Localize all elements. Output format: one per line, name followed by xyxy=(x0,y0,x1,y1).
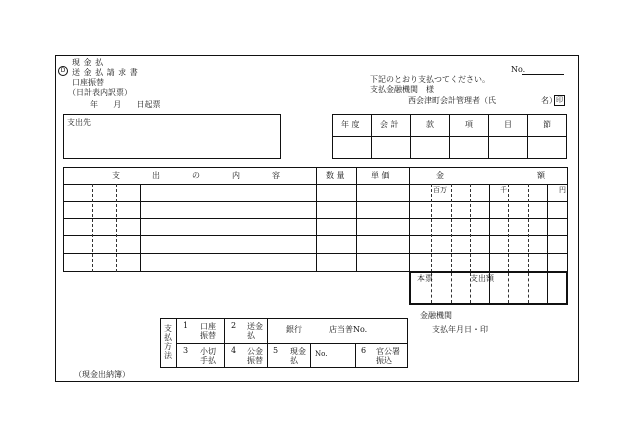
pm-opt6-text: 官公署振込 xyxy=(376,347,400,365)
amount-header-left: 金 xyxy=(436,171,444,180)
pm-bank-label: 銀行 xyxy=(286,325,302,334)
budget-header-year: 年 度 xyxy=(341,120,360,129)
pm-no-label: No. xyxy=(315,350,328,358)
form-mark xyxy=(58,66,68,76)
notice-line-1: 下記のとおり支払つてください。 xyxy=(370,75,490,84)
pm-opt1-num: 1 xyxy=(183,321,189,330)
pm-opt3-label xyxy=(200,347,218,365)
total-label-left: 本票 xyxy=(417,274,433,283)
content-col-divider xyxy=(140,184,141,272)
pm-branch-label: 店当普No. xyxy=(329,325,368,334)
bank-institution-label: 金融機関 xyxy=(420,311,452,320)
notice-line-2: 支払金融機関 様 xyxy=(370,85,434,94)
pm-opt1-label xyxy=(200,322,218,340)
amount-digit-divider-1 xyxy=(431,184,432,272)
budget-header-kan: 款 xyxy=(426,120,434,129)
content-header: 支 出 の 内 容 xyxy=(112,171,280,180)
budget-col-divider-5 xyxy=(527,114,528,159)
qty-header: 数 量 xyxy=(326,171,345,180)
pm-opt2-num: 2 xyxy=(231,321,237,330)
title-line-3: 口座振替 xyxy=(72,78,104,87)
content-sub-divider-1 xyxy=(92,184,93,272)
title-line-1: 現 金 払 xyxy=(72,58,104,67)
pm-opt4-num: 4 xyxy=(231,346,237,355)
budget-header-setsu: 節 xyxy=(543,120,551,129)
title-line-4: （日計表内訳票） xyxy=(68,88,132,97)
total-digit-divider-5 xyxy=(508,273,509,303)
pm-opt4-text: 公金振替 xyxy=(247,347,263,365)
budget-header-moku: 目 xyxy=(504,120,512,129)
pm-title xyxy=(164,324,172,360)
title-line-2: 送 金 払 請 求 書 xyxy=(72,68,139,77)
pm-col-divider-4 xyxy=(355,343,356,368)
pm-opt2-label xyxy=(247,322,265,340)
total-label-right: 支出額 xyxy=(470,274,494,283)
pm-opt5-label xyxy=(290,347,308,365)
amount-col-divider xyxy=(409,167,410,272)
pm-row-divider xyxy=(176,343,408,344)
payee-label: 支出先 xyxy=(67,118,91,127)
manager-name-end: 名） xyxy=(541,96,557,105)
budget-col-divider-4 xyxy=(488,114,489,159)
unit-million: 百万 xyxy=(433,186,447,194)
amount-digit-divider-5 xyxy=(508,184,509,272)
budget-col-divider-1 xyxy=(371,114,372,159)
date-line: 年 月 日起票 xyxy=(90,100,161,109)
budget-col-divider-3 xyxy=(449,114,450,159)
amount-header-right: 額 xyxy=(537,171,545,180)
budget-header-kou: 項 xyxy=(465,120,473,129)
pm-opt5-num: 5 xyxy=(273,346,279,355)
pm-opt3-num: 3 xyxy=(183,346,189,355)
qty-col-divider xyxy=(316,167,317,272)
pm-col-divider-3 xyxy=(310,343,311,368)
amount-digit-divider-2 xyxy=(451,184,452,272)
unit-thousand: 千 xyxy=(500,186,507,194)
amount-digit-divider-6 xyxy=(528,184,529,272)
pm-opt6-label xyxy=(376,347,404,365)
payee-box xyxy=(63,114,281,159)
content-sub-divider-2 xyxy=(116,184,117,272)
form-mark-circle: D xyxy=(58,66,68,76)
budget-col-divider-2 xyxy=(410,114,411,159)
pm-opt4-label xyxy=(247,347,265,365)
pm-opt3-text: 小切手払 xyxy=(200,347,216,365)
total-digit-divider-6 xyxy=(528,273,529,303)
pm-opt5-text: 現金払 xyxy=(290,347,306,365)
unit-yen: 円 xyxy=(559,186,566,194)
total-digit-divider-7 xyxy=(547,273,548,303)
ledger-label: （現金出納簿） xyxy=(74,370,130,379)
total-digit-divider-2 xyxy=(451,273,452,303)
budget-header-account: 会 計 xyxy=(380,120,399,129)
no-underline xyxy=(522,74,564,75)
price-col-divider xyxy=(356,167,357,272)
amount-digit-divider-7 xyxy=(547,184,548,272)
manager-seal-mark: 印 xyxy=(556,96,563,104)
pm-title-text: 支払方法 xyxy=(164,324,172,360)
pm-opt1-text: 口座振替 xyxy=(200,322,216,340)
price-header: 単 価 xyxy=(371,171,390,180)
pm-opt2-text: 送金払 xyxy=(247,322,263,340)
no-label: No. xyxy=(511,65,526,74)
amount-digit-divider-3 xyxy=(470,184,471,272)
pm-opt6-num: 6 xyxy=(361,346,367,355)
manager-label: 西会津町会計管理者（氏 xyxy=(408,96,496,105)
amount-digit-divider-4 xyxy=(489,184,490,272)
manager-seal xyxy=(554,95,565,106)
pay-date-label: 支払年月日・印 xyxy=(432,325,488,334)
